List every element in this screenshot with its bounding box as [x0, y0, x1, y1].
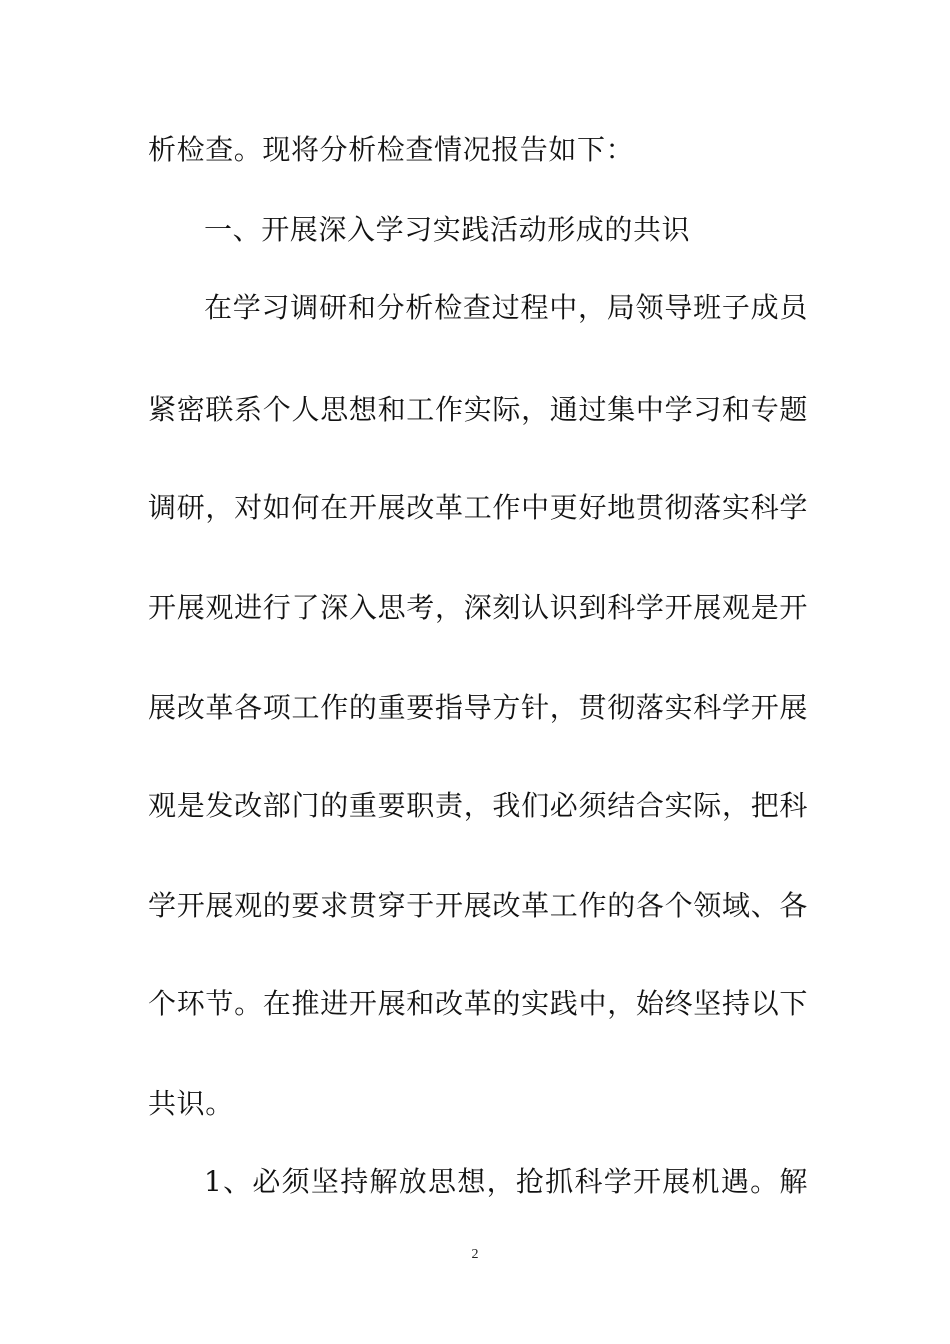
text-line-1: 析检查。现将分析检查情况报告如下：	[148, 133, 635, 166]
text-line-7: 展改革各项工作的重要指导方针，贯彻落实科学开展	[148, 691, 808, 724]
text-line-10: 个环节。在推进开展和改革的实践中，始终坚持以下	[148, 987, 808, 1020]
text-line-8: 观是发改部门的重要职责，我们必须结合实际，把科	[148, 789, 808, 822]
text-line-11: 共识。	[148, 1087, 234, 1120]
text-line-9: 学开展观的要求贯穿于开展改革工作的各个领域、各	[148, 889, 808, 922]
text-line-6: 开展观进行了深入思考，深刻认识到科学开展观是开	[148, 591, 808, 624]
page-number: 2	[471, 1247, 479, 1262]
section-heading: 一、开展深入学习实践活动形成的共识	[204, 213, 691, 246]
text-line-4: 紧密联系个人思想和工作实际，通过集中学习和专题	[148, 393, 808, 426]
text-line-5: 调研，对如何在开展改革工作中更好地贯彻落实科学	[148, 491, 808, 524]
text-line-3: 在学习调研和分析检查过程中，局领导班子成员	[204, 291, 808, 324]
numbered-point-1: 1、必须坚持解放思想，抢抓科学开展机遇。解	[204, 1165, 808, 1198]
